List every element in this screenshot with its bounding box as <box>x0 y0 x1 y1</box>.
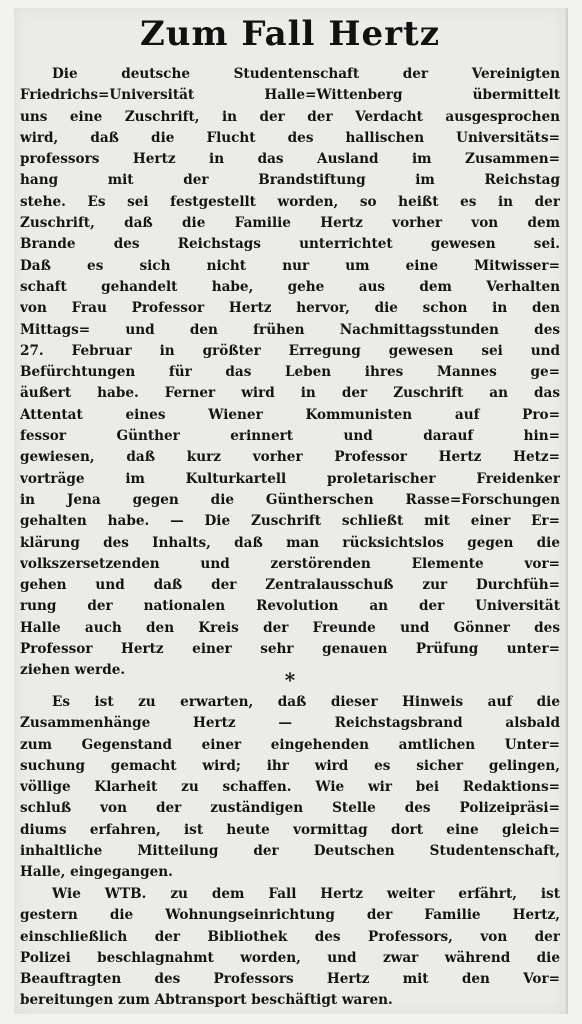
text-line <box>20 990 560 1011</box>
text-line <box>20 128 560 149</box>
paragraph-3 <box>20 884 560 1012</box>
text-line-content: inhaltliche Mitteilung der Deutschen Studentenschaft, <box>20 843 560 860</box>
text-line <box>20 618 560 639</box>
text-line <box>20 426 560 447</box>
text-line <box>20 713 560 734</box>
text-line <box>20 341 560 362</box>
text-line-content: uns eine Zuschrift, in der der Verdacht ausgesprochen <box>20 108 560 125</box>
text-line-content: suchung gemacht wird; ihr wird es sicher gelingen, <box>20 757 560 774</box>
text-line <box>20 405 560 426</box>
text-line <box>20 862 560 883</box>
text-line-content: Halle, eingegangen. <box>20 864 173 881</box>
text-line-content: klärung des Inhalts, daß man rücksichtslos gegen die <box>20 534 560 551</box>
text-line <box>20 490 560 511</box>
text-line <box>20 820 560 841</box>
text-line-content: Brande des Reichstags unterrichtet gewesen sei. <box>20 236 560 253</box>
text-line-content: Halle auch den Kreis der Freunde und Gönner des <box>20 619 560 636</box>
text-line <box>20 320 560 341</box>
text-line-content: Zusammenhänge Hertz — Reichstagsbrand alsbald <box>20 715 560 732</box>
text-line-content: Die deutsche Studentenschaft der Vereinigten <box>52 66 560 82</box>
text-line-content: volkszersetzenden und zerstörenden Elemente vor= <box>20 555 560 572</box>
text-line <box>20 277 560 298</box>
text-line-content: schaft gehandelt habe, gehe aus dem Verhalten <box>20 278 560 295</box>
text-line <box>20 298 560 319</box>
text-line-content: rung der nationalen Revolution an der Universität <box>20 598 560 615</box>
paragraph-2 <box>20 692 560 884</box>
text-line <box>20 469 560 490</box>
text-line-content: gehen und daß der Zentralausschuß zur Durchfüh= <box>20 577 560 594</box>
text-line-content: professors Hertz in das Ausland im Zusammen= <box>20 151 560 168</box>
text-line-content: fessor Günther erinnert und darauf hin= <box>20 428 560 445</box>
text-line <box>20 107 560 128</box>
text-line-content: gestern die Wohnungseinrichtung der Familie Hertz, <box>20 907 560 924</box>
text-line-content: in Jena gegen die Güntherschen Rasse=Forschungen <box>20 491 560 508</box>
text-line-content: gewiesen, daß kurz vorher Professor Hertz Hetz= <box>20 449 560 466</box>
text-line <box>20 798 560 819</box>
text-line <box>20 554 560 575</box>
newspaper-clipping <box>14 8 568 1014</box>
text-line-content: vorträge im Kulturkartell proletarischer Freidenker <box>20 470 560 487</box>
text-line-content: hang mit der Brandstiftung im Reichstag <box>20 172 560 189</box>
text-line <box>20 213 560 234</box>
text-line <box>20 735 560 756</box>
text-line-content: Professor Hertz einer sehr genauen Prüfung unter= <box>20 641 560 658</box>
text-line-content: Wie WTB. zu dem Fall Hertz weiter erfährt, ist <box>52 886 560 902</box>
text-line <box>20 884 560 905</box>
text-line <box>20 170 560 191</box>
text-line <box>20 927 560 948</box>
text-line <box>20 447 560 468</box>
section-separator: * <box>284 668 296 692</box>
text-line <box>20 234 560 255</box>
text-line-content: Friedrichs=Universität Halle=Wittenberg übermittelt <box>20 87 560 104</box>
paragraph-1 <box>20 64 560 682</box>
text-line-content: wird, daß die Flucht des hallischen Universitäts= <box>20 129 560 146</box>
text-line-content: ziehen werde. <box>20 662 126 679</box>
text-line <box>20 596 560 617</box>
text-line <box>20 85 560 106</box>
text-line-content: 27. Februar in größter Erregung gewesen sei und <box>20 342 560 359</box>
text-line-content: Mittags= und den frühen Nachmittagsstunden des <box>20 321 560 338</box>
text-line <box>20 511 560 532</box>
text-line-content: schluß von der zuständigen Stelle des Polizeipräsi= <box>20 800 560 817</box>
text-line-content: völlige Klarheit zu schaffen. Wie wir bei Redaktions= <box>20 779 560 796</box>
text-line <box>20 64 560 85</box>
text-line <box>20 383 560 404</box>
text-line <box>20 905 560 926</box>
text-line-content: Es ist zu erwarten, daß dieser Hinweis auf die <box>52 694 560 710</box>
text-line-content: Attentat eines Wiener Kommunisten auf Pro= <box>20 406 560 423</box>
text-line-content: Zuschrift, daß die Familie Hertz vorher von dem <box>20 215 560 232</box>
text-line <box>20 256 560 277</box>
text-line <box>20 969 560 990</box>
headline: Zum Fall Hertz <box>139 14 440 54</box>
text-line-content: bereitungen zum Abtransport beschäftigt waren. <box>20 992 393 1009</box>
text-line <box>20 948 560 969</box>
text-line-content: Befürchtungen für das Leben ihres Mannes ge= <box>20 364 560 381</box>
text-line <box>20 777 560 798</box>
text-line <box>20 362 560 383</box>
text-line <box>20 533 560 554</box>
text-line-content: Polizei beschlagnahmt worden, und zwar während die <box>20 949 560 966</box>
text-line <box>20 692 560 713</box>
text-line-content: von Frau Professor Hertz hervor, die schon in den <box>20 300 560 317</box>
text-line <box>20 756 560 777</box>
text-line-content: äußert habe. Ferner wird in der Zuschrift an das <box>20 385 560 402</box>
text-line-content: stehe. Es sei festgestellt worden, so heißt es in der <box>20 193 560 210</box>
text-line-content: Beauftragten des Professors Hertz mit den Vor= <box>20 971 560 988</box>
text-line-content: zum Gegenstand einer eingehenden amtlichen Unter= <box>20 736 560 753</box>
text-line <box>20 841 560 862</box>
text-line <box>20 149 560 170</box>
text-line-content: einschließlich der Bibliothek des Professors, von der <box>20 928 560 945</box>
text-line-content: gehalten habe. — Die Zuschrift schließt mit einer Er= <box>20 513 560 530</box>
text-line <box>20 639 560 660</box>
text-line <box>20 192 560 213</box>
text-line <box>20 575 560 596</box>
text-line-content: diums erfahren, ist heute vormittag dort eine gleich= <box>20 821 560 838</box>
text-line-content: Daß es sich nicht nur um eine Mitwisser= <box>20 257 560 274</box>
